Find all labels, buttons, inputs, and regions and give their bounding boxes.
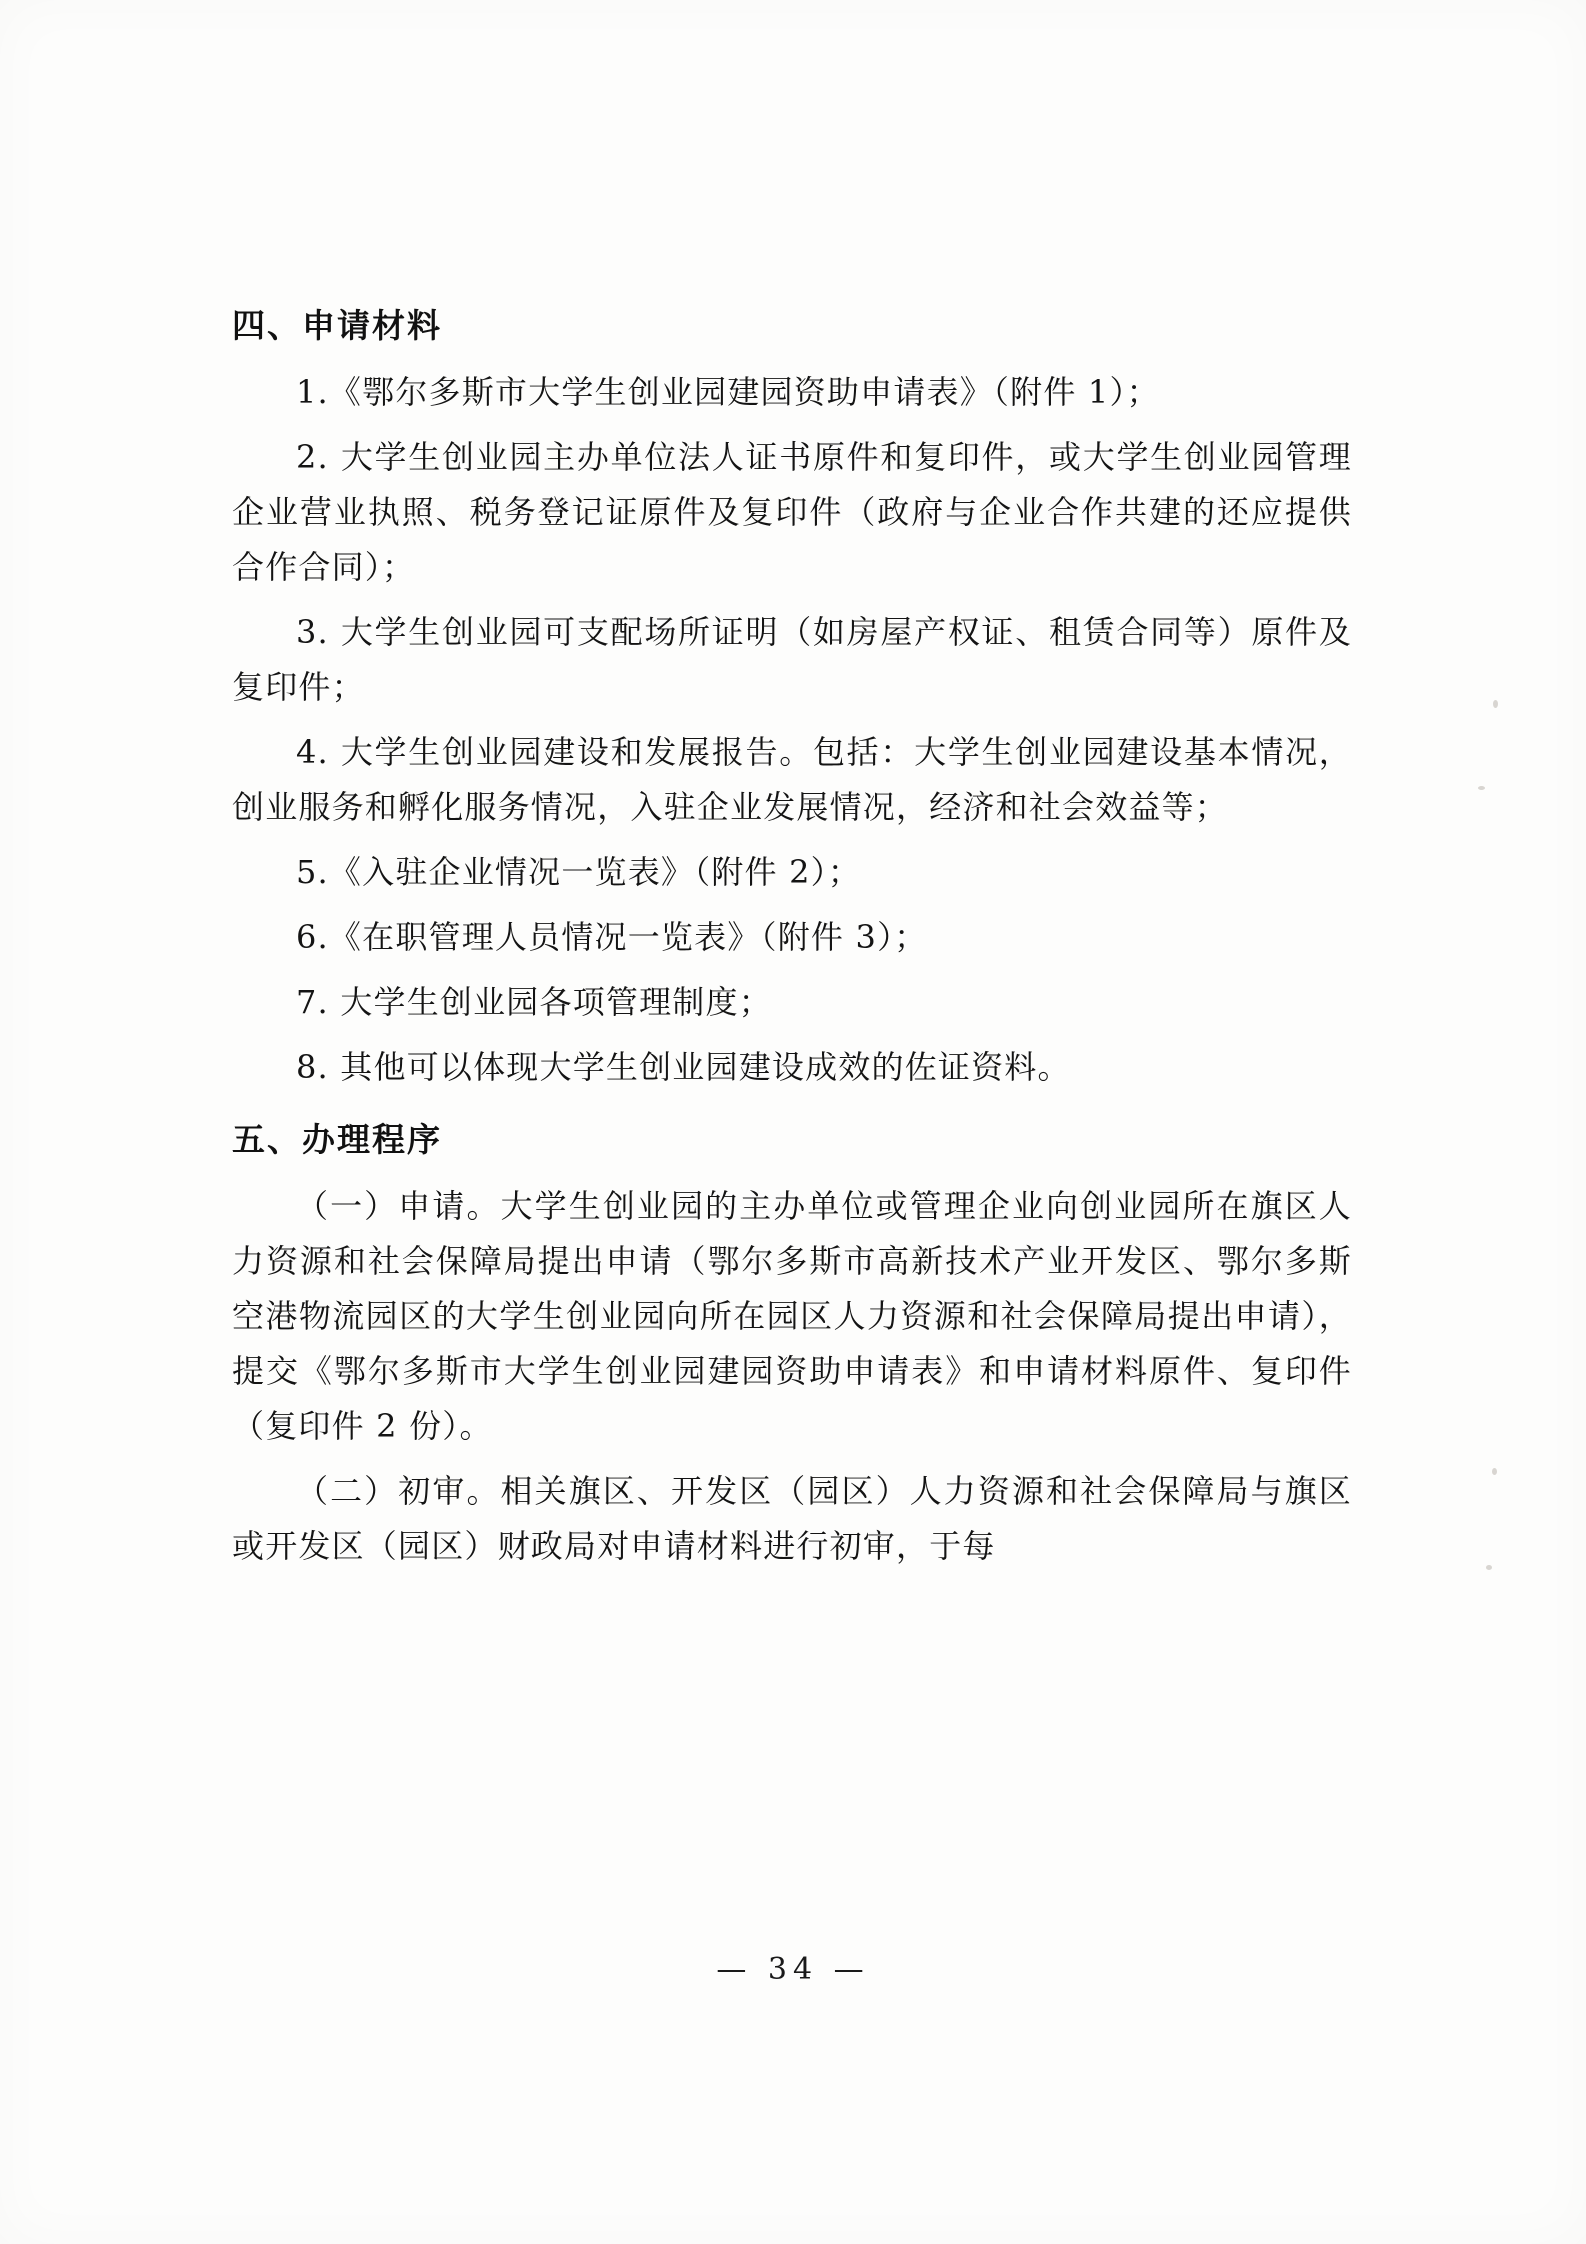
paragraph-procedure-2: （二）初审。相关旗区、开发区（园区）人力资源和社会保障局与旗区或开发区（园区）财政局对申请材料进行初审，于每	[232, 1471, 1352, 1565]
scan-speck	[1493, 700, 1498, 708]
paragraph-item-6: 6.《在职管理人员情况一览表》（附件 3）；	[296, 918, 928, 957]
page-number: — 34 —	[716, 1952, 870, 1987]
section-heading-procedure: 五、办理程序	[232, 1119, 442, 1159]
paragraph-item-3: 3. 大学生创业园可支配场所证明（如房屋产权证、租赁合同等）原件及复印件；	[232, 613, 1352, 707]
scan-speck	[1492, 1468, 1497, 1475]
paragraph-item-5: 5.《入驻企业情况一览表》（附件 2）；	[296, 853, 862, 892]
paragraph-procedure-1: （一）申请。大学生创业园的主办单位或管理企业向创业园所在旗区人力资源和社会保障局提出申请（鄂尔多斯市高新技术产业开发区、鄂尔多斯空港物流园区的大学生创业园向所在园区人力资源和社会保障局提出申请），提交《鄂尔多斯市大学生创业园建园资助申请表》和申请材料原件、复印件（复印件 2 份）。	[232, 1186, 1352, 1445]
paragraph-item-2: 2. 大学生创业园主办单位法人证书原件和复印件，或大学生创业园管理企业营业执照、税务登记证原件及复印件（政府与企业合作共建的还应提供合作合同）；	[232, 438, 1352, 587]
section-heading-application-materials: 四、申请材料	[232, 306, 442, 345]
scan-speck	[1478, 786, 1485, 790]
paragraph-item-7: 7. 大学生创业园各项管理制度；	[296, 983, 772, 1022]
document-body	[232, 300, 1352, 1584]
scan-speck	[1486, 1565, 1492, 1570]
paragraph-item-1: 1.《鄂尔多斯市大学生创业园建园资助申请表》（附件 1）；	[296, 373, 1160, 412]
paragraph-item-4: 4. 大学生创业园建设和发展报告。包括：大学生创业园建设基本情况，创业服务和孵化服务情况，入驻企业发展情况，经济和社会效益等；	[232, 733, 1352, 827]
paragraph-item-8: 8. 其他可以体现大学生创业园建设成效的佐证资料。	[296, 1048, 1071, 1087]
